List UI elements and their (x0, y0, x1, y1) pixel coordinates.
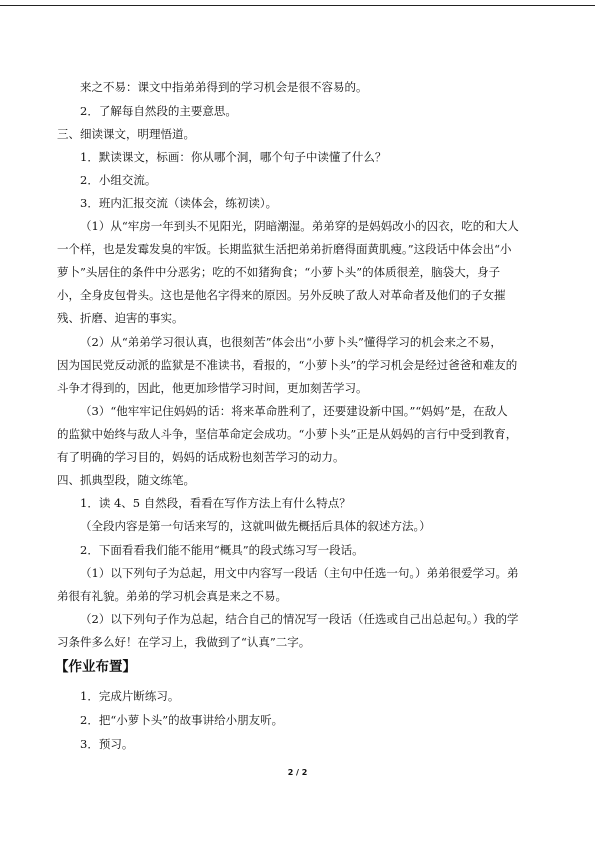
text-line: 3．班内汇报交流（读体会，练初读）。 (80, 196, 278, 210)
text-line: （3）“他牢牢记住妈妈的话：将来革命胜利了，还要建设新中国。”“妈妈”是，在敌人 (80, 404, 508, 418)
text-line: 来之不易：课文中指弟弟得到的学习机会是很不容易的。 (80, 80, 368, 94)
text-line: （1）从“牢房一年到头不见阳光，阴暗潮湿。弟弟穿的是妈妈改小的囚衣，吃的和大人 (80, 219, 519, 233)
text-line: （1）以下列句子为总起，用文中内容写一段话（主句中任选一句。）弟弟很爱学习。弟 (80, 566, 519, 580)
text-line: 1．默读课文，标画：你从哪个洞，哪个句子中读懂了什么？ (80, 150, 387, 164)
text-line: （全段内容是第一句话来写的，这就叫做先概括后具体的叙述方法。） (80, 519, 431, 533)
homework-heading: 【作业布置】 (55, 659, 136, 675)
section-heading-4: 四、抓典型段，随文练笔。 (57, 473, 195, 487)
homework-item: 2．把“小萝卜头”的故事讲给小朋友听。 (80, 713, 284, 727)
text-line: 2．了解每自然段的主要意思。 (80, 104, 237, 118)
top-rule (0, 5, 595, 6)
text-line: 斗争才得到的，因此，他更加珍惜学习时间，更加刻苦学习。 (57, 381, 368, 395)
text-line: 的监狱中始终与敌人斗争，坚信革命定会成功。“小萝卜头”正是从妈妈的言行中受到教育， (57, 427, 518, 441)
text-line: 一个样，也是发霉发臭的牢饭。长期监狱生活把弟弟折磨得面黄肌瘦。”这段话中体会出“小 (57, 242, 512, 256)
text-line: 有了明确的学习目的，妈妈的话成粉也刻苦学习的动力。 (57, 450, 345, 464)
text-line: （2）以下列句子作为总起，结合自己的情况写一段话（任选或自己出总起句。）我的学 (80, 612, 519, 626)
text-line: 1．读 4、5 自然段，看看在写作方法上有什么特点？ (80, 496, 351, 510)
text-line: 习条件多么好！在学习上，我做到了“认真”二字。 (57, 635, 311, 649)
text-line: 萝卜”头居住的条件中分恶劣；吃的不如猪狗食；“小萝卜头”的体质很差，脑袋大，身子 (57, 265, 501, 279)
text-line: 小，全身皮包骨头。这也是他名字得来的原因。另外反映了敌人对革命者及他们的子女摧 (57, 288, 506, 302)
section-heading-3: 三、细读课文，明理悟道。 (57, 127, 195, 141)
text-line: 弟很有礼貌。弟弟的学习机会真是来之不易。 (57, 589, 287, 603)
text-line: （2）从“弟弟学习很认真，也很刻苦”体会出“小萝卜头”懂得学习的机会来之不易， (80, 335, 502, 349)
homework-item: 1．完成片断练习。 (80, 689, 180, 703)
homework-item: 3．预习。 (80, 737, 134, 751)
text-line: 2．小组交流。 (80, 173, 157, 187)
text-line: 残、折磨、迫害的事实。 (57, 311, 184, 325)
text-line: 因为国民党反动派的监狱是不准读书，看报的，“小萝卜头”的学习机会是经过爸爸和难友的 (57, 358, 518, 372)
text-line: 2．下面看看我们能不能用“概具”的段式练习写一段话。 (80, 543, 364, 557)
page-number: 2 / 2 (287, 768, 308, 777)
